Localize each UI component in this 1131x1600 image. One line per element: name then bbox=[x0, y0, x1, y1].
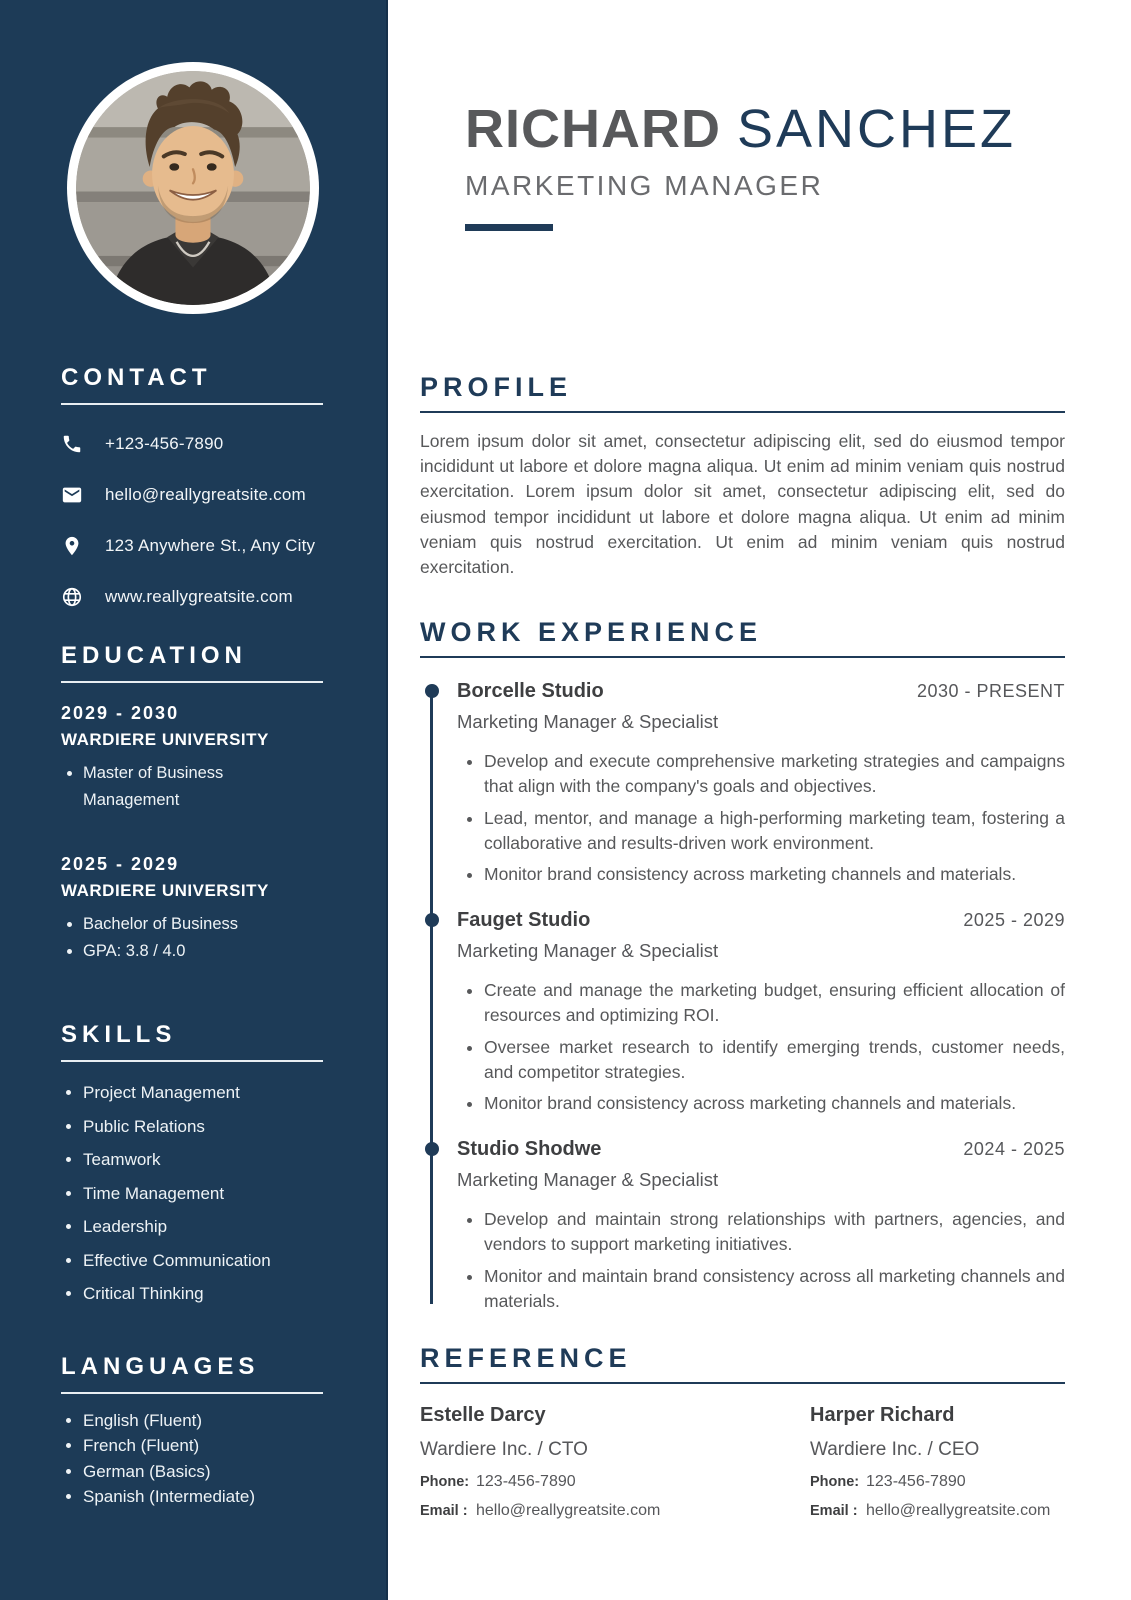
education-years: 2029 - 2030 bbox=[61, 703, 180, 723]
languages-section bbox=[61, 1353, 323, 1510]
contact-email-value: hello@reallygreatsite.com bbox=[105, 485, 306, 504]
accent-bar bbox=[465, 224, 553, 231]
job-company: Studio Shodwe bbox=[457, 1138, 602, 1161]
job-period: 2030 - PRESENT bbox=[916, 681, 1065, 702]
website-icon bbox=[61, 586, 83, 608]
main-content bbox=[388, 0, 1131, 1600]
profile-section bbox=[420, 371, 1065, 580]
job-bullet: • Develop and maintain strong relationships with partners, agencies, and vendors to support marketing initiatives. bbox=[484, 1207, 1065, 1257]
job-company: Fauget Studio bbox=[457, 909, 591, 932]
reference-name: Harper Richard bbox=[810, 1404, 955, 1427]
contact-row-website bbox=[61, 582, 323, 612]
profile-heading: PROFILE bbox=[420, 371, 1065, 413]
job-role: Marketing Manager & Specialist bbox=[457, 940, 719, 962]
education-school: WARDIERE UNIVERSITY bbox=[61, 881, 269, 900]
education-section bbox=[61, 642, 323, 965]
job-period: 2024 - 2025 bbox=[963, 1139, 1065, 1160]
reference-email-label: Email : bbox=[420, 1503, 468, 1520]
work-experience-section bbox=[420, 616, 1065, 1314]
portrait-illustration bbox=[76, 71, 310, 305]
skill-item: • Effective Communication bbox=[83, 1244, 323, 1278]
phone-icon bbox=[61, 433, 83, 455]
first-name: RICHARD bbox=[465, 99, 721, 159]
job-period: 2025 - 2029 bbox=[963, 910, 1065, 931]
job-bullet: • Monitor brand consistency across marketing channels and materials. bbox=[484, 1091, 1065, 1116]
job-entry-borcelle bbox=[420, 678, 1065, 887]
skill-item: • Time Management bbox=[83, 1177, 323, 1211]
reference-entry bbox=[420, 1402, 810, 1520]
job-role: Marketing Manager & Specialist bbox=[457, 1169, 719, 1191]
job-bullet: • Create and manage the marketing budget, ensuring efficient allocation of resources and optimizing ROI. bbox=[484, 978, 1065, 1028]
sidebar bbox=[0, 0, 388, 1600]
job-entry-fauget bbox=[420, 907, 1065, 1116]
profile-text: Lorem ipsum dolor sit amet, consectetur adipiscing elit, sed do eiusmod tempor incididunt ut labore et dolore magna aliqua. Ut enim ad minim veniam quis nostrud exercitation. Lorem ipsum dolor sit amet, consectetur adipiscing elit, sed do eiusmod tempor incididunt ut labore et dolore magna aliqua. Ut enim ad minim veniam quis nostrud exercitation. Ut enim ad minim veniam quis nostrud exercitation. bbox=[420, 431, 1065, 578]
profile-photo bbox=[67, 62, 319, 314]
reference-phone-value: 123-456-7890 bbox=[866, 1473, 966, 1491]
candidate-name bbox=[465, 100, 1065, 158]
education-heading: EDUCATION bbox=[61, 642, 323, 683]
contact-heading: CONTACT bbox=[61, 364, 323, 405]
contact-phone-value: +123-456-7890 bbox=[105, 434, 224, 453]
job-bullet: • Monitor and maintain brand consistency across all marketing channels and materials. bbox=[484, 1264, 1065, 1314]
contact-row-phone bbox=[61, 429, 323, 459]
language-item: • Spanish (Intermediate) bbox=[83, 1484, 323, 1510]
education-entry bbox=[61, 852, 323, 965]
job-bullet: • Develop and execute comprehensive marketing strategies and campaigns that align with the company's goals and objectives. bbox=[484, 749, 1065, 799]
skills-section bbox=[61, 1021, 323, 1311]
reference-heading: REFERENCE bbox=[420, 1342, 1065, 1384]
contact-row-address bbox=[61, 531, 323, 561]
language-item: • German (Basics) bbox=[83, 1459, 323, 1485]
language-item: • French (Fluent) bbox=[83, 1433, 323, 1459]
email-icon bbox=[61, 484, 83, 506]
header-block bbox=[420, 100, 1065, 231]
last-name: SANCHEZ bbox=[737, 99, 1017, 159]
skill-item: • Critical Thinking bbox=[83, 1277, 323, 1311]
job-bullet: • Monitor brand consistency across marketing channels and materials. bbox=[484, 862, 1065, 887]
skills-heading: SKILLS bbox=[61, 1021, 323, 1062]
contact-address-value: 123 Anywhere St., Any City bbox=[105, 536, 316, 555]
reference-phone-value: 123-456-7890 bbox=[476, 1473, 576, 1491]
skill-item: • Public Relations bbox=[83, 1110, 323, 1144]
skill-item: • Leadership bbox=[83, 1210, 323, 1244]
education-years: 2025 - 2029 bbox=[61, 854, 180, 874]
reference-company: Wardiere Inc. / CEO bbox=[810, 1439, 980, 1461]
education-entry bbox=[61, 701, 323, 814]
contact-section bbox=[61, 364, 323, 612]
work-experience-heading: WORK EXPERIENCE bbox=[420, 616, 1065, 658]
reference-name: Estelle Darcy bbox=[420, 1404, 546, 1427]
contact-website-value: www.reallygreatsite.com bbox=[105, 587, 293, 606]
skill-item: • Project Management bbox=[83, 1076, 323, 1110]
job-role: Marketing Manager & Specialist bbox=[457, 711, 719, 733]
reference-entry bbox=[810, 1402, 1065, 1520]
reference-company: Wardiere Inc. / CTO bbox=[420, 1439, 588, 1461]
job-company: Borcelle Studio bbox=[457, 680, 604, 703]
candidate-job-title: MARKETING MANAGER bbox=[465, 170, 824, 201]
job-bullet: • Oversee market research to identify emerging trends, customer needs, and competitor strategies. bbox=[484, 1035, 1065, 1085]
reference-phone-label: Phone: bbox=[420, 1474, 470, 1491]
skill-item: • Teamwork bbox=[83, 1143, 323, 1177]
reference-email-value: hello@reallygreatsite.com bbox=[476, 1502, 661, 1520]
reference-email-label: Email : bbox=[810, 1503, 858, 1520]
experience-timeline bbox=[420, 678, 1065, 1314]
education-detail: • GPA: 3.8 / 4.0 bbox=[83, 938, 323, 965]
contact-row-email bbox=[61, 480, 323, 510]
location-icon bbox=[61, 535, 83, 557]
education-detail: • Bachelor of Business bbox=[83, 911, 323, 938]
reference-email-value: hello@reallygreatsite.com bbox=[866, 1502, 1051, 1520]
reference-phone-label: Phone: bbox=[810, 1474, 860, 1491]
job-bullet: • Lead, mentor, and manage a high-performing marketing team, fostering a collaborative and results-driven work environment. bbox=[484, 806, 1065, 856]
languages-heading: LANGUAGES bbox=[61, 1353, 323, 1394]
reference-section bbox=[420, 1342, 1065, 1520]
job-entry-shodwe bbox=[420, 1136, 1065, 1314]
education-school: WARDIERE UNIVERSITY bbox=[61, 730, 269, 749]
language-item: • English (Fluent) bbox=[83, 1408, 323, 1434]
education-detail: • Master of Business Management bbox=[83, 760, 323, 814]
